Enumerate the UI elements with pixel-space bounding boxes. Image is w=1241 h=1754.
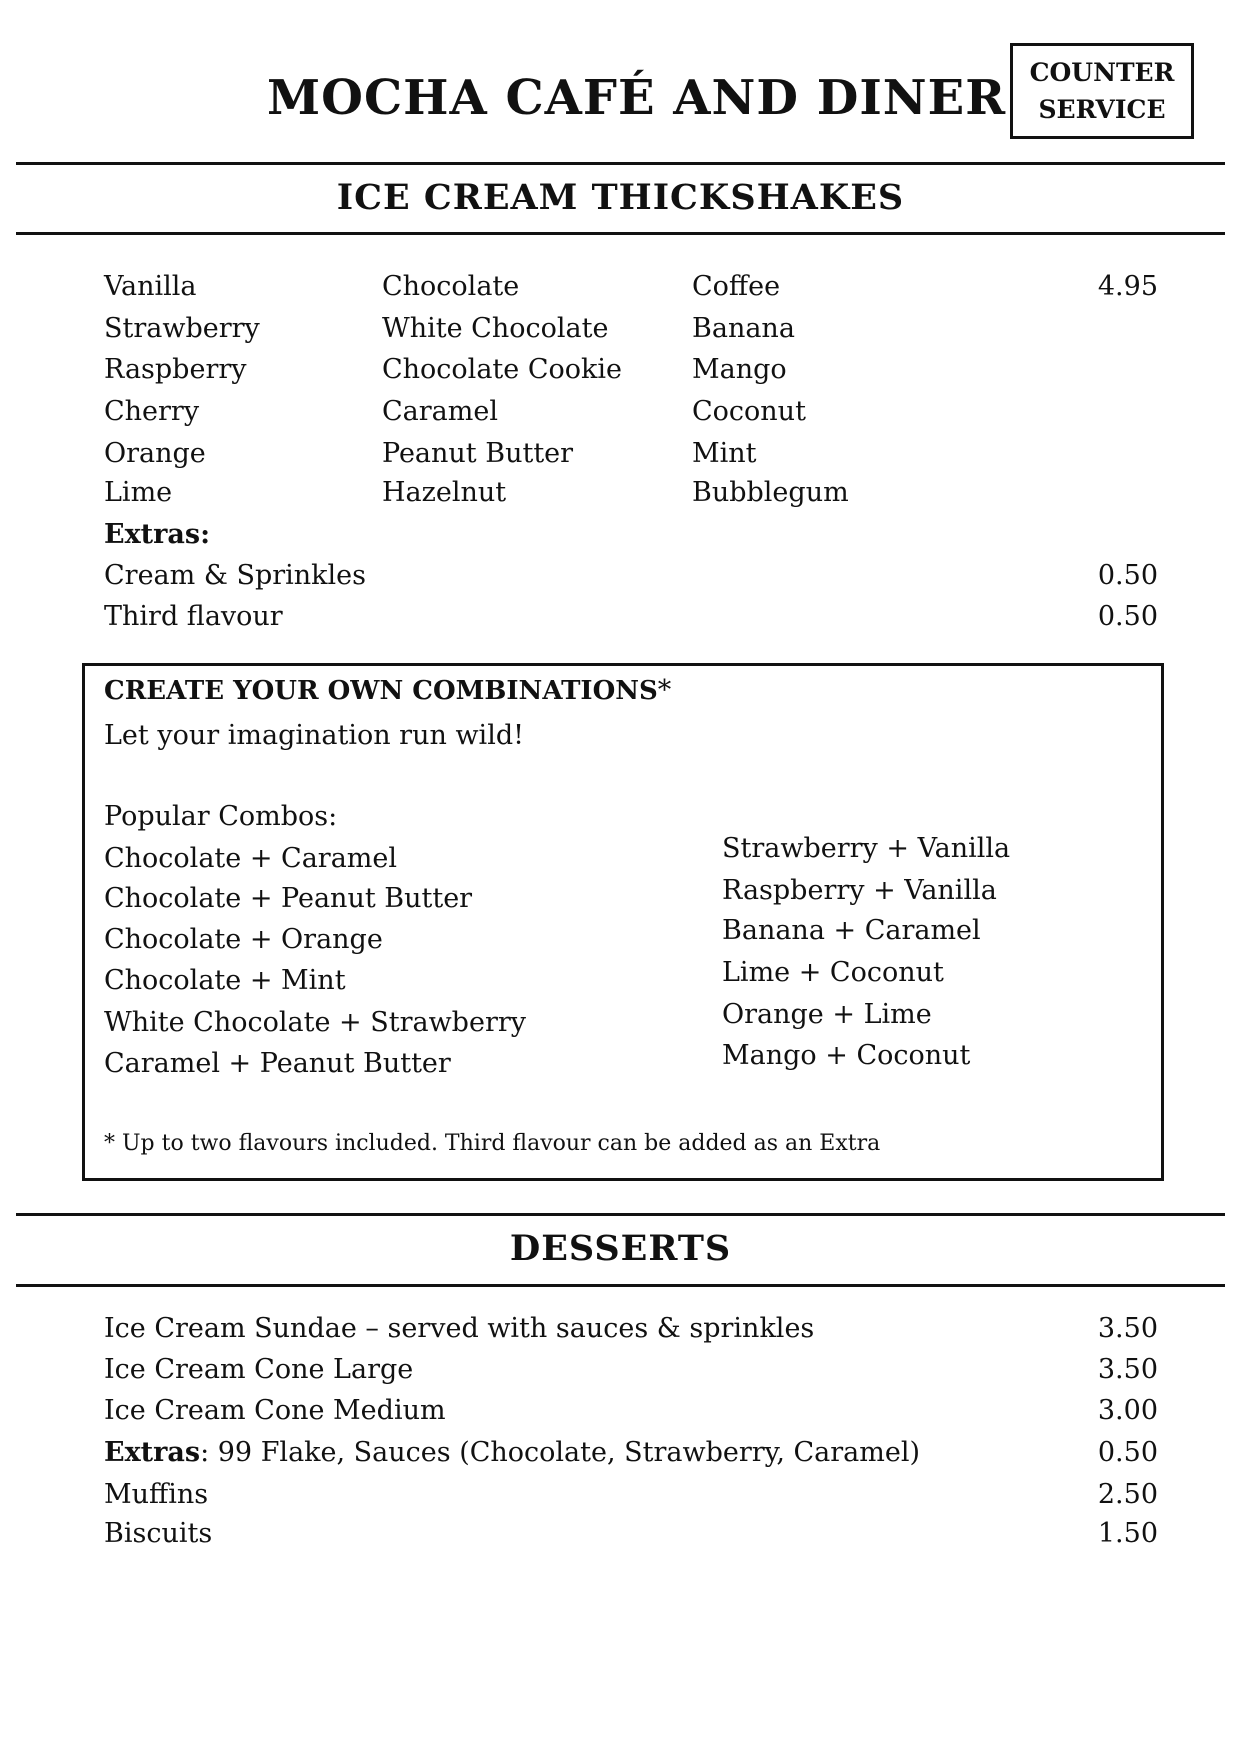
- flavour-item: White Chocolate: [382, 313, 609, 344]
- divider: [16, 232, 1225, 235]
- popular-combos-label: Popular Combos:: [104, 801, 338, 832]
- divider: [16, 1284, 1225, 1287]
- section-heading-thickshakes: ICE CREAM THICKSHAKES: [336, 177, 905, 218]
- extra-item-name: Cream & Sprinkles: [104, 560, 366, 591]
- combinations-heading: CREATE YOUR OWN COMBINATIONS: [104, 676, 658, 706]
- extra-item-price: 0.50: [1097, 560, 1158, 591]
- divider: [16, 1213, 1225, 1216]
- flavour-item: Banana: [692, 313, 795, 344]
- combo-item: Orange + Lime: [722, 999, 932, 1030]
- extra-item-name: Third flavour: [104, 601, 283, 632]
- flavour-item: Chocolate: [382, 271, 520, 302]
- flavour-item: Bubblegum: [692, 477, 849, 508]
- flavour-item: Cherry: [104, 396, 200, 427]
- dessert-item-price: 2.50: [1097, 1479, 1158, 1510]
- dessert-item-price: 0.50: [1097, 1437, 1158, 1468]
- combo-item: Chocolate + Orange: [104, 924, 383, 955]
- flavour-item: Peanut Butter: [382, 438, 574, 469]
- dessert-item-name: Ice Cream Cone Large: [104, 1354, 414, 1385]
- section-heading-desserts: DESSERTS: [509, 1228, 732, 1269]
- combo-item: Lime + Coconut: [722, 957, 944, 988]
- combo-item: Mango + Coconut: [722, 1040, 971, 1071]
- flavour-item: Coffee: [692, 271, 781, 302]
- combinations-box: [82, 663, 1164, 1181]
- combo-item: Banana + Caramel: [722, 915, 981, 946]
- combo-item: Chocolate + Mint: [104, 965, 346, 996]
- flavour-item: Lime: [104, 477, 173, 508]
- combo-item: Raspberry + Vanilla: [722, 875, 997, 906]
- dessert-item-name: Ice Cream Sundae – served with sauces & sprinkles: [104, 1313, 815, 1344]
- flavour-item: Mango: [692, 354, 787, 385]
- combinations-asterisk: *: [657, 675, 672, 706]
- service-line-2: SERVICE: [1038, 95, 1166, 124]
- counter-service-badge: [1010, 43, 1194, 139]
- combo-item: Strawberry + Vanilla: [722, 833, 1011, 864]
- combo-item: White Chocolate + Strawberry: [104, 1007, 527, 1038]
- page-title: MOCHA CAFÉ AND DINER: [267, 70, 1007, 126]
- flavour-item: Orange: [104, 438, 206, 469]
- combo-item: Chocolate + Peanut Butter: [104, 883, 473, 914]
- divider: [16, 162, 1225, 165]
- dessert-item-name: Ice Cream Cone Medium: [104, 1395, 446, 1426]
- dessert-item-price: 3.50: [1097, 1354, 1158, 1385]
- flavour-item: Strawberry: [104, 313, 260, 344]
- dessert-item-price: 3.00: [1097, 1395, 1158, 1426]
- extras-label: Extras:: [104, 519, 211, 550]
- flavour-item: Coconut: [692, 396, 806, 427]
- combo-item: Caramel + Peanut Butter: [104, 1048, 451, 1079]
- flavour-item: Caramel: [382, 396, 498, 427]
- dessert-item-name: Biscuits: [104, 1518, 213, 1549]
- flavour-item: Mint: [692, 438, 757, 469]
- dessert-extras-label: Extras: [104, 1437, 201, 1468]
- flavour-item: Vanilla: [104, 271, 197, 302]
- dessert-extras-line: [104, 1434, 920, 1472]
- extra-item-price: 0.50: [1097, 601, 1158, 632]
- combo-item: Chocolate + Caramel: [104, 843, 398, 874]
- combinations-footnote: * Up to two flavours included. Third flavour can be added as an Extra: [104, 1131, 881, 1156]
- combinations-heading-line: [104, 672, 671, 710]
- service-line-1: COUNTER: [1029, 58, 1175, 87]
- dessert-item-price: 1.50: [1097, 1518, 1158, 1549]
- combinations-tagline: Let your imagination run wild!: [104, 720, 524, 751]
- dessert-extras-text: : 99 Flake, Sauces (Chocolate, Strawberry, Caramel): [200, 1437, 921, 1468]
- dessert-item-price: 3.50: [1097, 1313, 1158, 1344]
- flavour-item: Hazelnut: [382, 477, 507, 508]
- dessert-item-name: Muffins: [104, 1479, 209, 1510]
- flavour-item: Raspberry: [104, 354, 247, 385]
- thickshake-price: 4.95: [1097, 271, 1158, 302]
- flavour-item: Chocolate Cookie: [382, 354, 622, 385]
